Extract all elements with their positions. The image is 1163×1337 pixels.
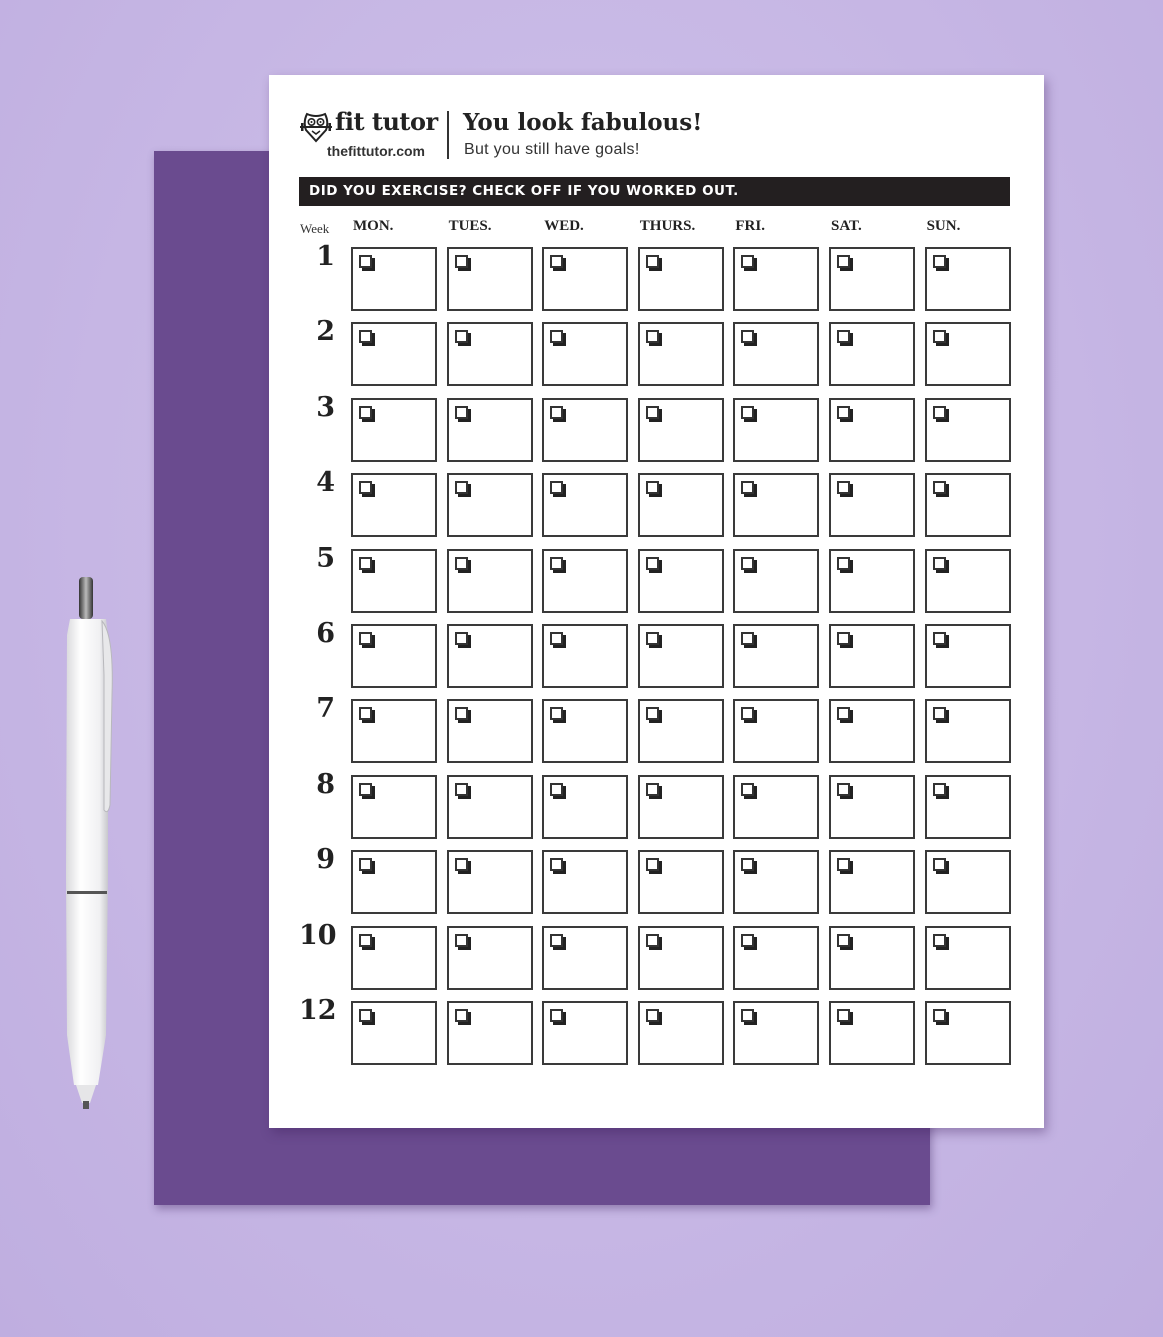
- day-cell[interactable]: [733, 1001, 819, 1065]
- checkbox-icon[interactable]: [359, 255, 372, 268]
- checkbox-icon[interactable]: [359, 632, 372, 645]
- checkbox-icon[interactable]: [646, 406, 659, 419]
- checkbox-icon[interactable]: [837, 1009, 850, 1022]
- checkbox-icon[interactable]: [933, 632, 946, 645]
- week-number: 1: [316, 241, 335, 272]
- day-cell[interactable]: [733, 473, 819, 537]
- day-cell[interactable]: [925, 1001, 1011, 1065]
- checkbox-icon[interactable]: [550, 330, 563, 343]
- logo-name: fit tutor: [335, 107, 438, 136]
- checkbox-icon[interactable]: [550, 255, 563, 268]
- checkbox-icon[interactable]: [933, 255, 946, 268]
- checkbox-icon[interactable]: [455, 481, 468, 494]
- day-header: MON.: [353, 218, 394, 234]
- workout-tracker-sheet: [269, 75, 1044, 1128]
- day-cell[interactable]: [542, 1001, 628, 1065]
- day-cell[interactable]: [829, 322, 915, 386]
- day-cell[interactable]: [542, 926, 628, 990]
- day-cell[interactable]: [925, 322, 1011, 386]
- day-cell[interactable]: [829, 247, 915, 311]
- day-cell[interactable]: [542, 247, 628, 311]
- day-cell[interactable]: [925, 398, 1011, 462]
- week-number: 8: [316, 768, 335, 800]
- day-cell[interactable]: [351, 926, 437, 990]
- day-cell[interactable]: [925, 549, 1011, 613]
- day-cell[interactable]: [447, 775, 533, 839]
- sheet-header: [299, 109, 999, 161]
- day-cell[interactable]: [829, 850, 915, 914]
- day-cell[interactable]: [542, 549, 628, 613]
- day-cell[interactable]: [829, 549, 915, 613]
- week-number: 12: [299, 995, 337, 1026]
- day-cell[interactable]: [638, 624, 724, 688]
- day-cell[interactable]: [447, 926, 533, 990]
- checkbox-icon[interactable]: [741, 481, 754, 494]
- day-header: SUN.: [926, 218, 961, 234]
- day-cell[interactable]: [351, 1001, 437, 1065]
- checkbox-icon[interactable]: [550, 632, 563, 645]
- checkbox-icon[interactable]: [550, 707, 563, 720]
- day-cell[interactable]: [638, 699, 724, 763]
- day-cell[interactable]: [542, 322, 628, 386]
- checkbox-icon[interactable]: [933, 330, 946, 343]
- checkbox-icon[interactable]: [837, 255, 850, 268]
- checkbox-icon[interactable]: [837, 406, 850, 419]
- checkbox-icon[interactable]: [741, 557, 754, 570]
- day-cell[interactable]: [542, 850, 628, 914]
- day-cell[interactable]: [447, 473, 533, 537]
- day-cell[interactable]: [447, 549, 533, 613]
- day-cell[interactable]: [925, 775, 1011, 839]
- checkbox-icon[interactable]: [933, 557, 946, 570]
- day-cell[interactable]: [447, 624, 533, 688]
- week-number: 9: [316, 844, 335, 876]
- day-cell[interactable]: [542, 473, 628, 537]
- checkbox-icon[interactable]: [359, 481, 372, 494]
- checkbox-icon[interactable]: [741, 707, 754, 720]
- day-cell[interactable]: [351, 850, 437, 914]
- checkbox-icon[interactable]: [455, 783, 468, 796]
- checkbox-icon[interactable]: [359, 406, 372, 419]
- day-cell[interactable]: [829, 398, 915, 462]
- checkbox-icon[interactable]: [455, 406, 468, 419]
- checkbox-icon[interactable]: [646, 783, 659, 796]
- checkbox-icon[interactable]: [837, 481, 850, 494]
- checkbox-icon[interactable]: [933, 783, 946, 796]
- checkbox-icon[interactable]: [646, 934, 659, 947]
- checkbox-icon[interactable]: [741, 255, 754, 268]
- checkbox-icon[interactable]: [837, 632, 850, 645]
- owl-barbell-icon: [299, 110, 333, 144]
- day-header: FRI.: [735, 218, 765, 234]
- checkbox-icon[interactable]: [646, 707, 659, 720]
- checkbox-icon[interactable]: [741, 934, 754, 947]
- day-cell[interactable]: [925, 247, 1011, 311]
- week-number: 7: [316, 693, 335, 725]
- checkbox-icon[interactable]: [359, 1009, 372, 1022]
- day-cell[interactable]: [351, 775, 437, 839]
- day-cell[interactable]: [447, 247, 533, 311]
- checkbox-icon[interactable]: [550, 858, 563, 871]
- checkbox-icon[interactable]: [550, 481, 563, 494]
- day-header: THURS.: [639, 218, 696, 234]
- checkbox-icon[interactable]: [455, 1009, 468, 1022]
- checkbox-icon[interactable]: [741, 330, 754, 343]
- day-cell[interactable]: [351, 247, 437, 311]
- checkbox-icon[interactable]: [550, 557, 563, 570]
- day-cell[interactable]: [542, 775, 628, 839]
- checkbox-icon[interactable]: [837, 934, 850, 947]
- day-cell[interactable]: [542, 624, 628, 688]
- checkbox-icon[interactable]: [455, 707, 468, 720]
- day-cell[interactable]: [733, 699, 819, 763]
- day-cell[interactable]: [829, 624, 915, 688]
- checkbox-icon[interactable]: [455, 557, 468, 570]
- week-column-label: Week: [300, 221, 330, 236]
- day-cell[interactable]: [733, 850, 819, 914]
- day-cell[interactable]: [925, 850, 1011, 914]
- checkbox-icon[interactable]: [359, 934, 372, 947]
- day-header: SAT.: [831, 218, 862, 234]
- day-cell[interactable]: [638, 247, 724, 311]
- day-cell[interactable]: [925, 926, 1011, 990]
- day-cell[interactable]: [638, 549, 724, 613]
- checkbox-icon[interactable]: [933, 1009, 946, 1022]
- day-cell[interactable]: [351, 549, 437, 613]
- checkbox-icon[interactable]: [646, 481, 659, 494]
- day-cell[interactable]: [733, 926, 819, 990]
- checkbox-icon[interactable]: [837, 783, 850, 796]
- day-cell[interactable]: [829, 1001, 915, 1065]
- checkbox-icon[interactable]: [455, 330, 468, 343]
- checkbox-icon[interactable]: [741, 632, 754, 645]
- logo-url: thefittutor.com: [327, 143, 425, 159]
- checkbox-icon[interactable]: [646, 858, 659, 871]
- checkbox-icon[interactable]: [837, 557, 850, 570]
- day-cell[interactable]: [829, 926, 915, 990]
- checkbox-icon[interactable]: [741, 1009, 754, 1022]
- checkbox-icon[interactable]: [550, 783, 563, 796]
- day-cell[interactable]: [638, 926, 724, 990]
- checkbox-icon[interactable]: [741, 406, 754, 419]
- checkbox-icon[interactable]: [933, 707, 946, 720]
- day-cell[interactable]: [447, 398, 533, 462]
- checkbox-icon[interactable]: [933, 406, 946, 419]
- checkbox-icon[interactable]: [933, 858, 946, 871]
- day-cell[interactable]: [447, 850, 533, 914]
- checkbox-icon[interactable]: [359, 330, 372, 343]
- week-number: 3: [316, 391, 335, 423]
- day-cell[interactable]: [638, 398, 724, 462]
- day-cell[interactable]: [351, 322, 437, 386]
- day-header: WED.: [544, 218, 584, 234]
- week-number: 2: [316, 316, 335, 348]
- fit-tutor-logo: [299, 109, 459, 161]
- checkbox-icon[interactable]: [455, 934, 468, 947]
- day-cell[interactable]: [351, 473, 437, 537]
- checkbox-icon[interactable]: [646, 330, 659, 343]
- day-cell[interactable]: [733, 398, 819, 462]
- week-number: 10: [299, 919, 337, 951]
- checkbox-icon[interactable]: [550, 934, 563, 947]
- day-cell[interactable]: [733, 549, 819, 613]
- week-number: 5: [316, 542, 335, 574]
- day-cell[interactable]: [542, 398, 628, 462]
- day-cell[interactable]: [447, 322, 533, 386]
- day-header: TUES.: [448, 218, 492, 234]
- day-cell[interactable]: [542, 699, 628, 763]
- checkbox-icon[interactable]: [359, 557, 372, 570]
- day-cell[interactable]: [925, 473, 1011, 537]
- checkbox-icon[interactable]: [359, 707, 372, 720]
- checkbox-icon[interactable]: [359, 858, 372, 871]
- day-cell[interactable]: [447, 699, 533, 763]
- day-cell[interactable]: [638, 322, 724, 386]
- day-cell[interactable]: [638, 775, 724, 839]
- checkbox-icon[interactable]: [455, 255, 468, 268]
- day-cell[interactable]: [829, 775, 915, 839]
- day-cell[interactable]: [638, 473, 724, 537]
- day-cell[interactable]: [829, 473, 915, 537]
- day-cell[interactable]: [733, 775, 819, 839]
- pen-icon: [62, 575, 122, 1115]
- header-divider: [447, 111, 449, 159]
- checkbox-icon[interactable]: [741, 783, 754, 796]
- checkbox-icon[interactable]: [646, 255, 659, 268]
- headline: You look fabulous!: [463, 109, 703, 136]
- checkbox-icon[interactable]: [646, 1009, 659, 1022]
- instruction-banner: DID YOU EXERCISE? CHECK OFF IF YOU WORKED OUT.: [299, 177, 1010, 206]
- checkbox-icon[interactable]: [646, 557, 659, 570]
- checkbox-icon[interactable]: [646, 632, 659, 645]
- day-cell[interactable]: [733, 322, 819, 386]
- checkbox-icon[interactable]: [933, 934, 946, 947]
- day-cell[interactable]: [638, 850, 724, 914]
- week-number: 6: [316, 618, 335, 649]
- day-cell[interactable]: [351, 699, 437, 763]
- day-cell[interactable]: [925, 699, 1011, 763]
- checkbox-icon[interactable]: [837, 858, 850, 871]
- day-cell[interactable]: [925, 624, 1011, 688]
- day-cell[interactable]: [351, 624, 437, 688]
- checkbox-icon[interactable]: [550, 406, 563, 419]
- checkbox-icon[interactable]: [837, 330, 850, 343]
- checkbox-icon[interactable]: [550, 1009, 563, 1022]
- checkbox-icon[interactable]: [455, 632, 468, 645]
- day-cell[interactable]: [733, 247, 819, 311]
- week-number: 4: [316, 467, 335, 499]
- day-cell[interactable]: [638, 1001, 724, 1065]
- checkbox-icon[interactable]: [455, 858, 468, 871]
- checkbox-icon[interactable]: [741, 858, 754, 871]
- checkbox-icon[interactable]: [933, 481, 946, 494]
- checkbox-icon[interactable]: [837, 707, 850, 720]
- subhead: But you still have goals!: [464, 141, 640, 158]
- checkbox-icon[interactable]: [359, 783, 372, 796]
- day-cell[interactable]: [733, 624, 819, 688]
- day-cell[interactable]: [829, 699, 915, 763]
- day-cell[interactable]: [447, 1001, 533, 1065]
- day-cell[interactable]: [351, 398, 437, 462]
